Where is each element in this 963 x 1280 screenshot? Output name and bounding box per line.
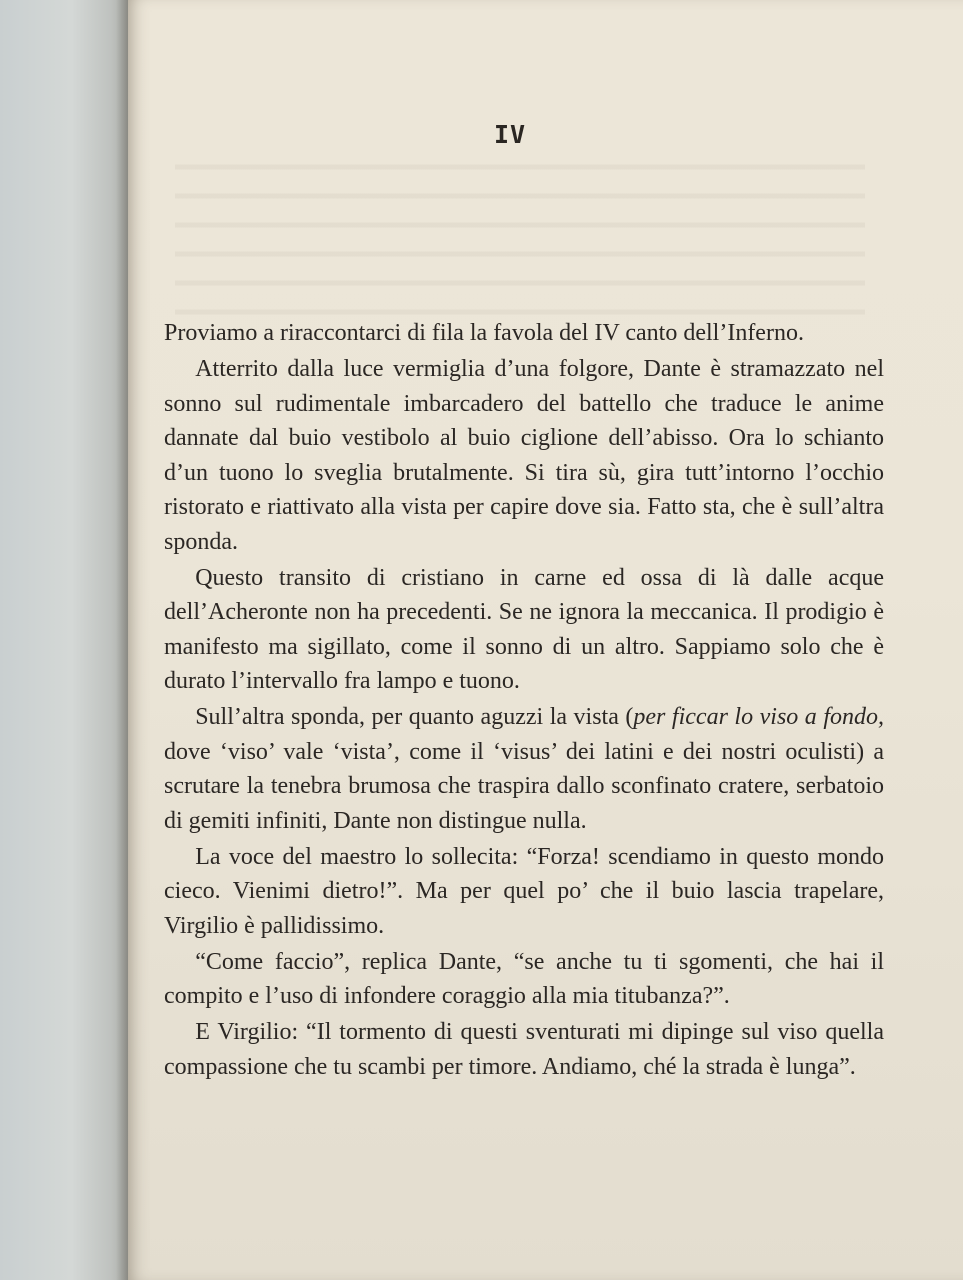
left-page-edge xyxy=(0,0,130,1280)
chapter-title: IV xyxy=(493,120,527,149)
paragraph: La voce del maestro lo sollecita: “Forza! scendiamo in questo mondo cieco. Vienimi dietro!”. Ma per quel po’ che il buio lascia trapelare, Virgilio è pallidissimo. xyxy=(164,843,884,939)
paragraph-text: Sull’altra sponda, per quanto aguzzi la vista ( xyxy=(195,704,634,730)
paragraph: Questo transito di cristiano in carne ed ossa di là dalle acque dell’Acheronte non ha precedenti. Se ne ignora la meccanica. Il prodigio è manifesto ma sigillato, come il sonno di un altro. Sappiamo solo che è durato l’intervallo fra lampo e tuono. xyxy=(164,564,884,694)
italic-quote: per ficcar lo viso a fondo, xyxy=(633,704,885,730)
body-text xyxy=(164,316,884,1086)
paragraph: E Virgilio: “Il tormento di questi sventurati mi dipinge sul viso quella compassione che tu scambi per timore. Andiamo, ché la strada è lunga”. xyxy=(164,1019,884,1080)
paragraph: “Come faccio”, replica Dante, “se anche tu ti sgomenti, che hai il compito e l’uso di infondere coraggio alla mia titubanza?”. xyxy=(164,948,884,1009)
paragraph-text: dove ‘viso’ vale ‘vista’, come il ‘visus’ dei latini e dei nostri oculisti) a scrutare la tenebra brumosa che traspira dallo sconfinato cratere, serbatoio di gemiti infiniti, Dante non distingue nulla. xyxy=(164,738,884,834)
paragraph: Proviamo a riraccontarci di fila la favola del IV canto dell’Inferno. xyxy=(164,320,804,346)
paragraph: Atterrito dalla luce vermiglia d’una folgore, Dante è stramazzato nel sonno sul rudimentale imbarcadero del battello che traduce le anime dannate dal buio vestibolo al buio ciglione dell’abisso. Ora lo schianto d’un tuono lo sveglia brutalmente. Si tira sù, gira tutt’intorno l’occhio ristorato e riattivato alla vista per capire dove sia. Fatto sta, che è sull’altra sponda. xyxy=(164,356,884,555)
paragraph xyxy=(164,700,884,838)
